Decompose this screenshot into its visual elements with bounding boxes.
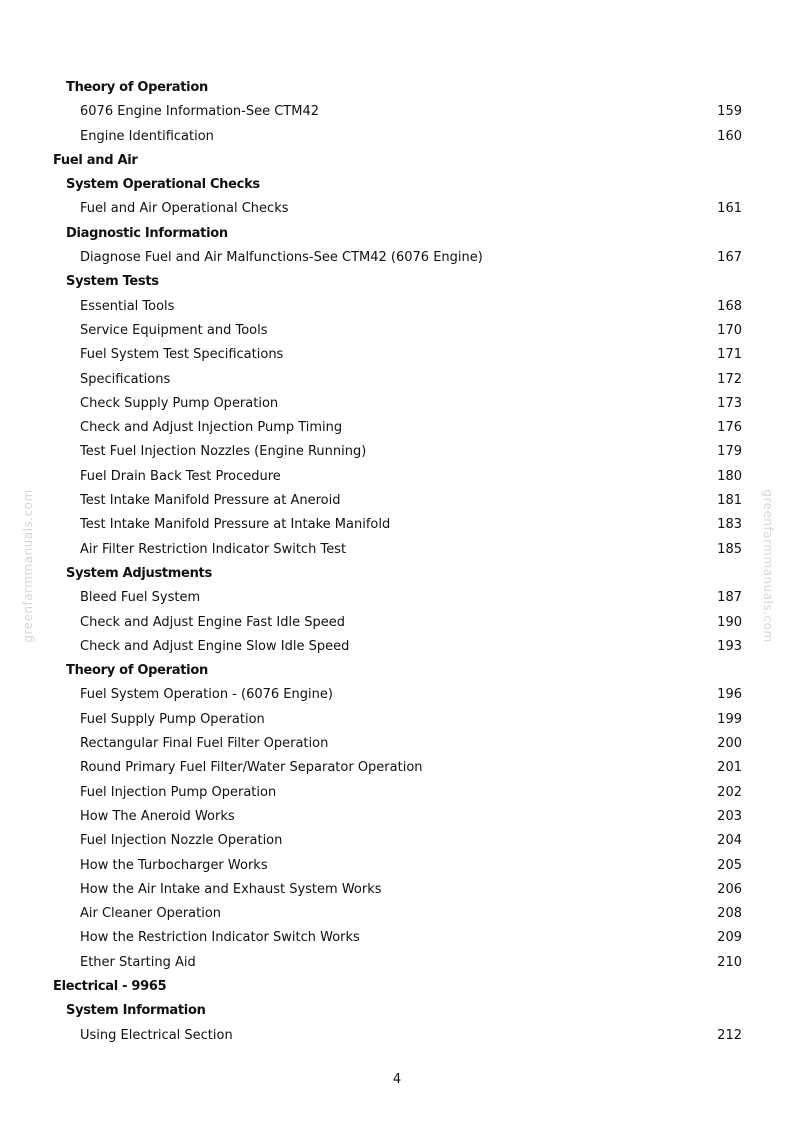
toc-entry[interactable] (0, 295, 794, 319)
toc-entry-page-number: 172 (717, 371, 742, 387)
toc-entry-page-number: 190 (717, 614, 742, 630)
toc-entry-title: Essential Tools (80, 298, 175, 314)
toc-section (0, 149, 794, 173)
toc-entry-page-number: 205 (717, 857, 742, 873)
toc-entry[interactable] (0, 683, 794, 707)
toc-entry-page-number: 171 (717, 347, 742, 363)
toc-entry-title: Service Equipment and Tools (80, 322, 268, 338)
toc-subsection (0, 270, 794, 294)
toc-entry[interactable] (0, 125, 794, 149)
toc-entry-page-number: 181 (717, 493, 742, 509)
toc-entry[interactable] (0, 854, 794, 878)
toc-section (0, 975, 794, 999)
toc-entry-title: 6076 Engine Information-See CTM42 (80, 104, 320, 120)
toc-entry[interactable] (0, 635, 794, 659)
toc-entry-page-number: 196 (717, 687, 742, 703)
toc-entry-title: How the Restriction Indicator Switch Works (80, 930, 360, 946)
toc-entry-page-number: 167 (717, 250, 742, 266)
toc-entry-page-number: 204 (717, 833, 742, 849)
toc-entry-page-number: 210 (717, 954, 742, 970)
toc-entry-title: Electrical - 9965 (53, 978, 167, 994)
toc-entry-title: How the Air Intake and Exhaust System Works (80, 881, 382, 897)
toc-entry-title: Engine Identification (80, 128, 214, 144)
toc-entry[interactable] (0, 246, 794, 270)
toc-entry-title: Fuel Drain Back Test Procedure (80, 468, 281, 484)
toc-entry-title: Test Intake Manifold Pressure at Aneroid (80, 493, 341, 509)
toc-entry[interactable] (0, 416, 794, 440)
toc-entry[interactable] (0, 902, 794, 926)
toc-entry-title: Fuel Injection Pump Operation (80, 784, 277, 800)
toc-entry-title: Fuel and Air (53, 152, 138, 168)
toc-entry-title: Fuel System Operation - (6076 Engine) (80, 687, 333, 703)
toc-entry-page-number: 193 (717, 638, 742, 654)
page-number: 4 (392, 1072, 402, 1087)
toc-entry[interactable] (0, 440, 794, 464)
table-of-contents (0, 76, 794, 1048)
toc-entry[interactable] (0, 513, 794, 537)
toc-entry-title: Rectangular Final Fuel Filter Operation (80, 736, 329, 752)
toc-entry-title: Air Cleaner Operation (80, 906, 222, 922)
toc-entry[interactable] (0, 586, 794, 610)
toc-entry-title: Fuel System Test Specifications (80, 347, 284, 363)
toc-entry-title: System Information (66, 1003, 206, 1019)
toc-entry[interactable] (0, 538, 794, 562)
toc-entry-page-number: 179 (717, 444, 742, 460)
toc-entry-page-number: 160 (717, 128, 742, 144)
toc-entry-page-number: 183 (717, 517, 742, 533)
toc-subsection (0, 76, 794, 100)
toc-entry-page-number: 209 (717, 930, 742, 946)
toc-entry-title: System Tests (66, 274, 159, 290)
toc-entry[interactable] (0, 1024, 794, 1048)
toc-entry-title: Test Intake Manifold Pressure at Intake Manifold (80, 517, 391, 533)
toc-entry-title: Fuel and Air Operational Checks (80, 201, 289, 217)
toc-entry[interactable] (0, 926, 794, 950)
toc-entry-title: Diagnose Fuel and Air Malfunctions-See CTM42 (6076 Engine) (80, 250, 483, 266)
toc-subsection (0, 659, 794, 683)
toc-entry-page-number: 202 (717, 784, 742, 800)
toc-entry[interactable] (0, 805, 794, 829)
toc-entry-title: Using Electrical Section (80, 1027, 233, 1043)
toc-entry-page-number: 170 (717, 322, 742, 338)
toc-entry-title: Ether Starting Aid (80, 954, 196, 970)
toc-entry-page-number: 168 (717, 298, 742, 314)
toc-entry[interactable] (0, 756, 794, 780)
toc-entry-title: Bleed Fuel System (80, 590, 201, 606)
toc-subsection (0, 222, 794, 246)
toc-subsection (0, 999, 794, 1023)
toc-entry-title: Fuel Injection Nozzle Operation (80, 833, 283, 849)
toc-entry-page-number: 176 (717, 420, 742, 436)
toc-entry-title: Round Primary Fuel Filter/Water Separator Operation (80, 760, 423, 776)
toc-entry[interactable] (0, 611, 794, 635)
toc-entry-title: Check Supply Pump Operation (80, 395, 279, 411)
toc-entry[interactable] (0, 489, 794, 513)
toc-entry-title: Check and Adjust Injection Pump Timing (80, 420, 343, 436)
toc-entry-title: Air Filter Restriction Indicator Switch Test (80, 541, 347, 557)
toc-entry-page-number: 208 (717, 906, 742, 922)
toc-entry-title: Theory of Operation (66, 663, 208, 679)
toc-entry[interactable] (0, 465, 794, 489)
toc-entry-title: Specifications (80, 371, 171, 387)
toc-entry-page-number: 173 (717, 395, 742, 411)
toc-entry-page-number: 212 (717, 1027, 742, 1043)
toc-entry[interactable] (0, 708, 794, 732)
toc-entry[interactable] (0, 829, 794, 853)
toc-entry-title: System Operational Checks (66, 177, 260, 193)
toc-entry-title: Diagnostic Information (66, 225, 228, 241)
toc-entry[interactable] (0, 197, 794, 221)
toc-entry-page-number: 185 (717, 541, 742, 557)
toc-entry-page-number: 200 (717, 736, 742, 752)
toc-entry-title: How The Aneroid Works (80, 808, 235, 824)
toc-entry-title: Check and Adjust Engine Slow Idle Speed (80, 638, 350, 654)
toc-subsection (0, 562, 794, 586)
toc-entry[interactable] (0, 319, 794, 343)
toc-entry-page-number: 206 (717, 881, 742, 897)
toc-entry[interactable] (0, 343, 794, 367)
toc-entry-page-number: 187 (717, 590, 742, 606)
toc-entry[interactable] (0, 781, 794, 805)
toc-entry-title: Theory of Operation (66, 80, 208, 95)
toc-entry-page-number: 199 (717, 711, 742, 727)
toc-entry[interactable] (0, 368, 794, 392)
toc-entry-page-number: 159 (717, 104, 742, 120)
toc-entry-page-number: 201 (717, 760, 742, 776)
toc-entry-title: Fuel Supply Pump Operation (80, 711, 265, 727)
toc-entry-title: How the Turbocharger Works (80, 857, 268, 873)
toc-subsection (0, 173, 794, 197)
toc-entry-page-number: 203 (717, 808, 742, 824)
watermark-right: greenfarmmanuals.com (761, 489, 775, 643)
toc-entry[interactable] (0, 878, 794, 902)
toc-entry-title: System Adjustments (66, 565, 212, 581)
watermark-left: greenfarmmanuals.com (21, 489, 35, 643)
toc-entry-title: Test Fuel Injection Nozzles (Engine Running) (80, 444, 367, 460)
toc-entry[interactable] (0, 732, 794, 756)
toc-entry-page-number: 180 (717, 468, 742, 484)
toc-entry-title: Check and Adjust Engine Fast Idle Speed (80, 614, 346, 630)
toc-entry[interactable] (0, 100, 794, 124)
toc-entry[interactable] (0, 951, 794, 975)
toc-entry[interactable] (0, 392, 794, 416)
toc-entry-page-number: 161 (717, 201, 742, 217)
